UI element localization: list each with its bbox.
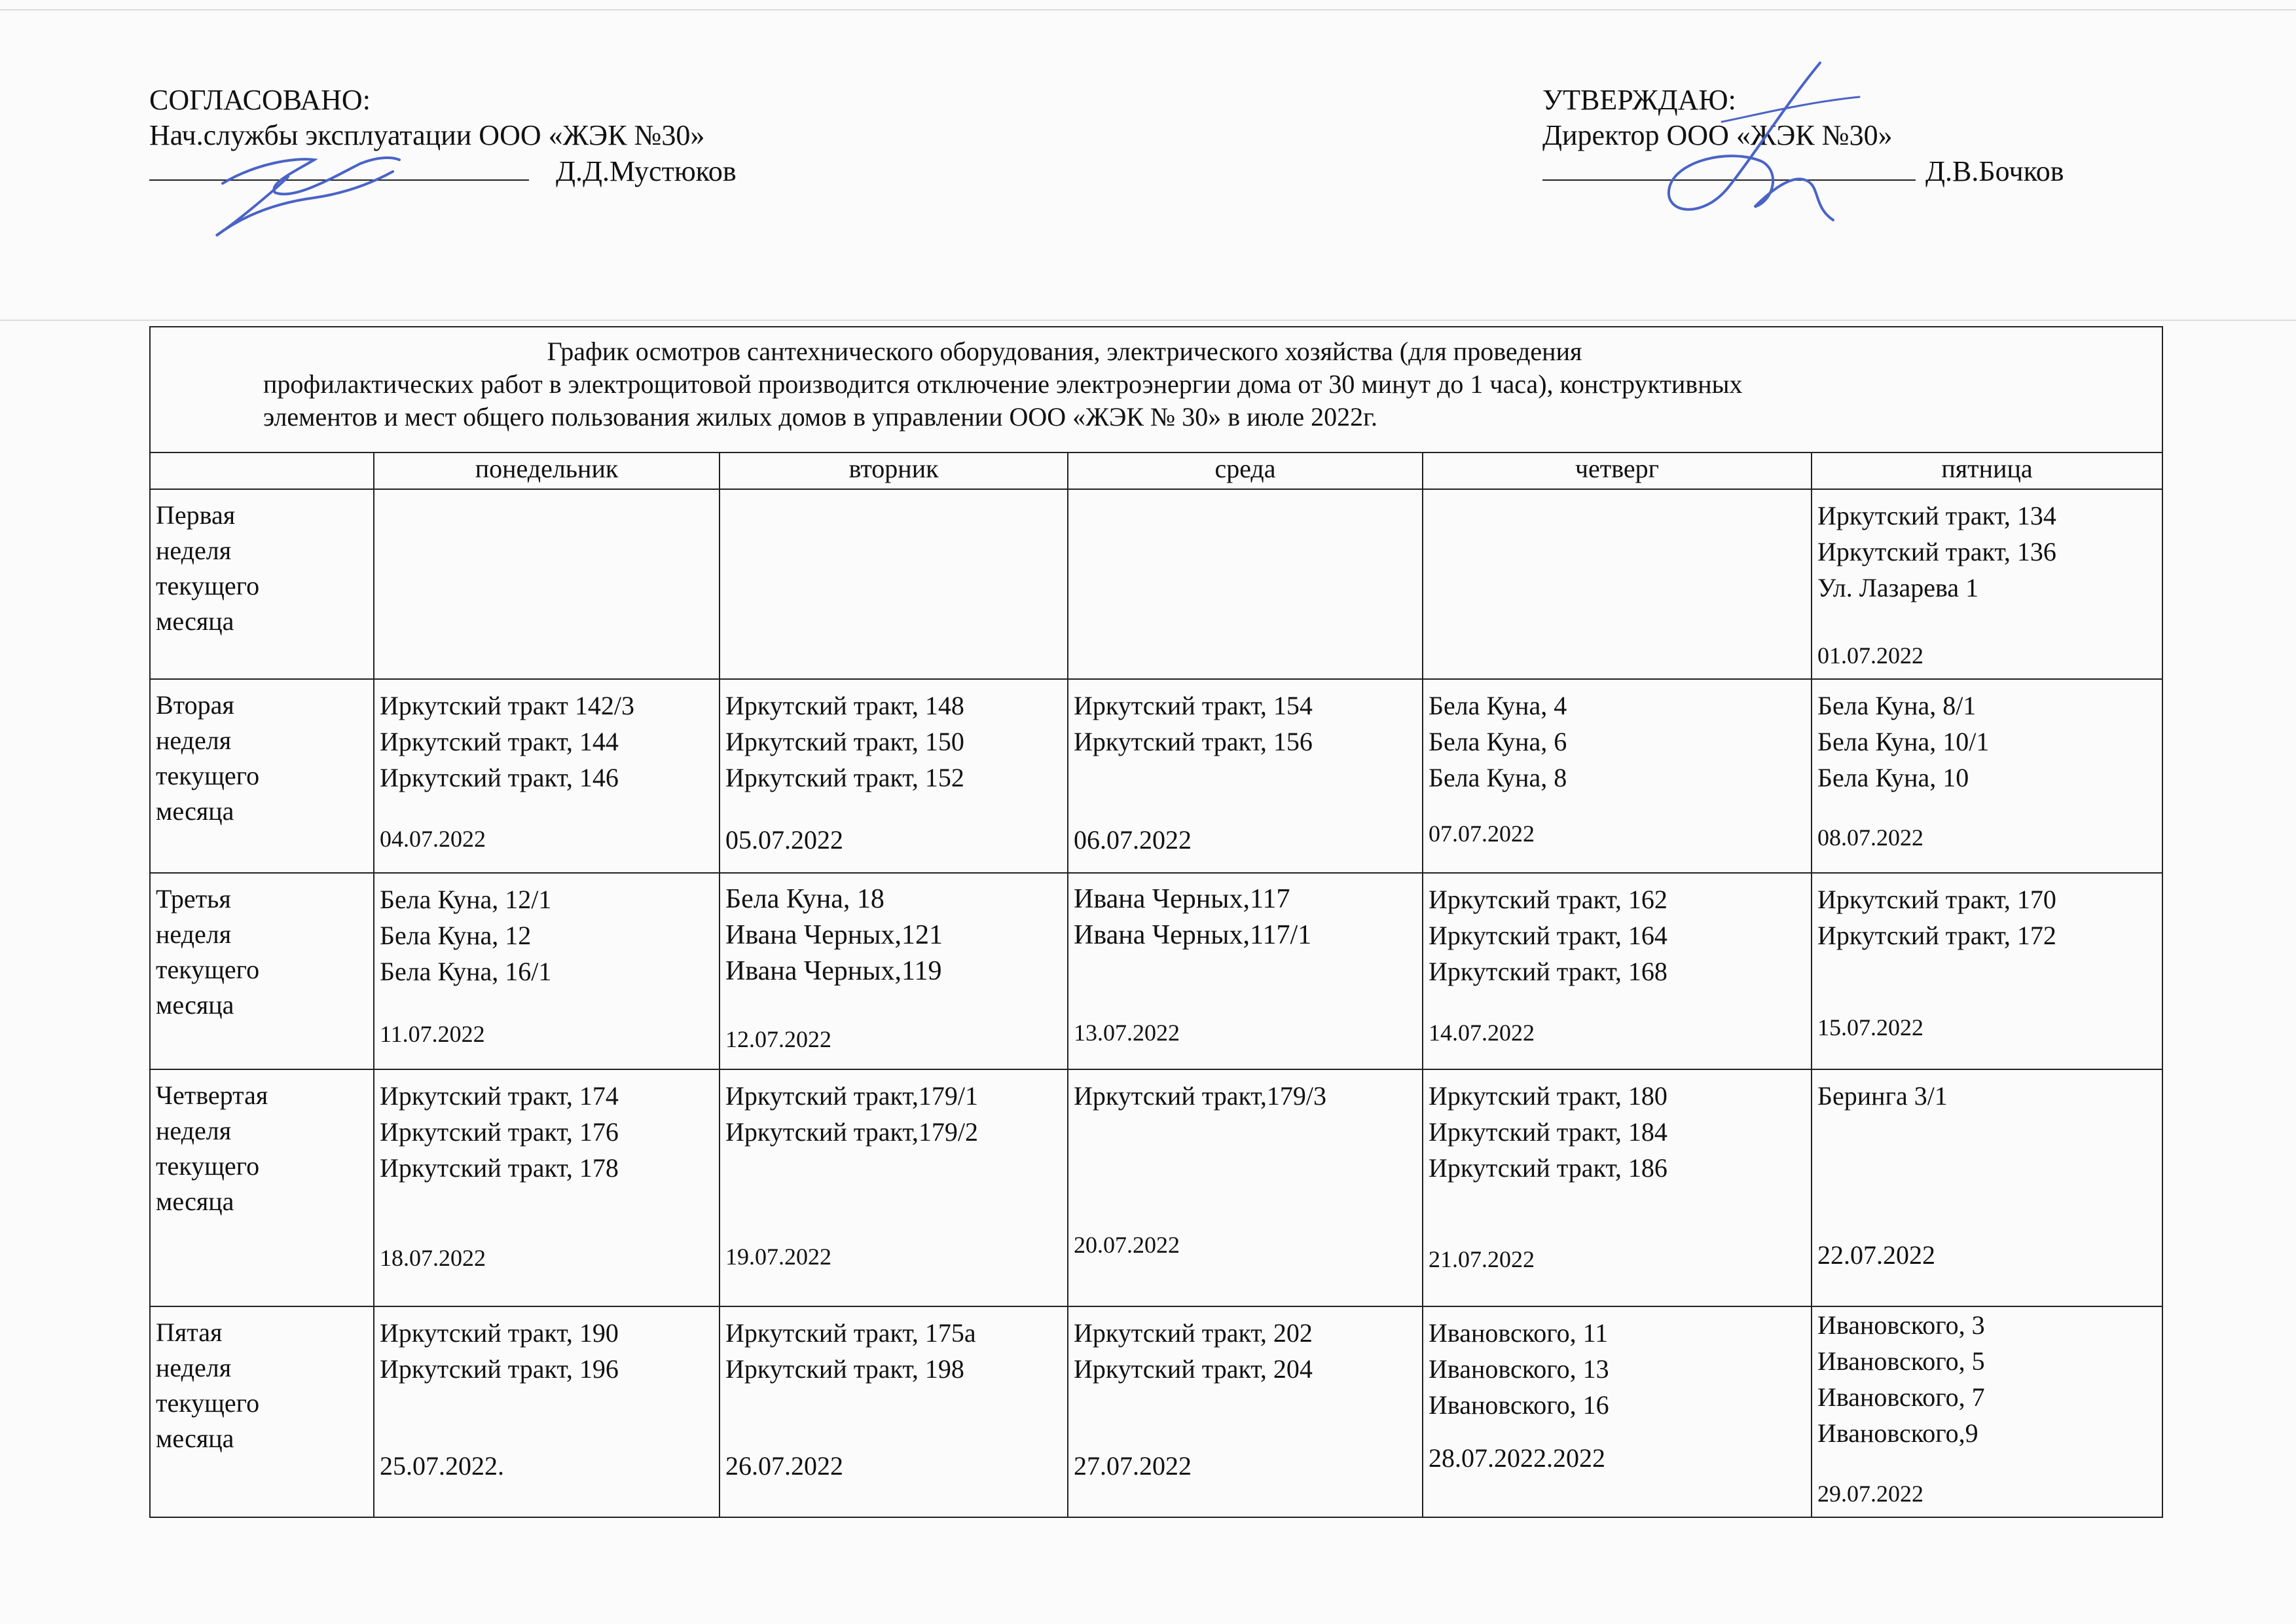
inspection-date: 26.07.2022 bbox=[725, 1451, 843, 1481]
address: Иркутский тракт, 174 bbox=[380, 1081, 619, 1111]
week-label: Пятая неделя текущего месяца bbox=[150, 1306, 374, 1517]
schedule-cell bbox=[1812, 1306, 2162, 1517]
schedule-cell bbox=[1068, 1069, 1423, 1306]
address: Иркутский тракт, 202 bbox=[1074, 1318, 1313, 1348]
inspection-date: 15.07.2022 bbox=[1817, 1014, 1923, 1041]
scan-edge-mid bbox=[0, 320, 2296, 321]
address: Ивана Черных,117 bbox=[1074, 884, 1290, 914]
schedule-cell bbox=[374, 489, 720, 679]
address: Ивана Черных,119 bbox=[725, 956, 942, 986]
address: Иркутский тракт,179/2 bbox=[725, 1117, 978, 1147]
schedule-cell bbox=[1423, 489, 1812, 679]
schedule-cell bbox=[1068, 1306, 1423, 1517]
inspection-date: 14.07.2022 bbox=[1429, 1020, 1535, 1046]
address: Иркутский тракт, 180 bbox=[1429, 1081, 1667, 1111]
schedule-cell bbox=[1812, 873, 2162, 1069]
inspection-date: 11.07.2022 bbox=[380, 1021, 485, 1047]
address: Ивана Черных,117/1 bbox=[1074, 920, 1312, 950]
approval-left-label: СОГЛАСОВАНО: bbox=[149, 84, 371, 116]
inspection-date: 08.07.2022 bbox=[1817, 824, 1923, 851]
inspection-date: 29.07.2022 bbox=[1817, 1481, 1923, 1507]
table-title bbox=[150, 327, 2162, 452]
address: Иркутский тракт, 198 bbox=[725, 1354, 964, 1384]
address: Бела Куна, 6 bbox=[1429, 727, 1567, 756]
address: Бела Куна, 4 bbox=[1429, 691, 1567, 720]
address: Бела Куна, 8 bbox=[1429, 763, 1567, 792]
approval-left-name: Д.Д.Мустюков bbox=[556, 155, 737, 187]
day-header-row bbox=[150, 452, 2162, 489]
approval-right-position: Директор ООО «ЖЭК №30» bbox=[1542, 119, 1893, 151]
address: Иркутский тракт, 196 bbox=[380, 1354, 619, 1384]
inspection-date: 13.07.2022 bbox=[1074, 1020, 1180, 1046]
address: Ивана Черных,121 bbox=[725, 920, 943, 950]
inspection-date: 18.07.2022 bbox=[380, 1245, 486, 1271]
inspection-date: 04.07.2022 bbox=[380, 826, 486, 852]
schedule-cell bbox=[374, 1306, 720, 1517]
schedule-cell bbox=[720, 1306, 1068, 1517]
address: Иркутский тракт, 152 bbox=[725, 763, 964, 792]
inspection-date: 22.07.2022 bbox=[1817, 1240, 1935, 1270]
schedule-cell bbox=[1812, 1069, 2162, 1306]
inspection-date: 19.07.2022 bbox=[725, 1244, 831, 1270]
address: Бела Куна, 10/1 bbox=[1817, 727, 1990, 756]
address: Иркутский тракт, 184 bbox=[1429, 1117, 1667, 1147]
schedule-cell bbox=[1423, 1069, 1812, 1306]
approval-left-position: Нач.службы эксплуатации ООО «ЖЭК №30» bbox=[149, 119, 705, 151]
title-line-1: График осмотров сантехнического оборудования, электрического хозяйства (для проведения bbox=[547, 337, 1582, 366]
address: Ивановского, 11 bbox=[1429, 1318, 1609, 1348]
address: Бела Куна, 18 bbox=[725, 884, 884, 914]
inspection-date: 12.07.2022 bbox=[725, 1026, 831, 1052]
address: Иркутский тракт, 134 bbox=[1817, 501, 2056, 530]
address: Ивановского, 3 bbox=[1817, 1310, 1985, 1340]
signature-left bbox=[196, 138, 406, 242]
address: Иркутский тракт, 176 bbox=[380, 1117, 619, 1147]
address: Иркутский тракт, 170 bbox=[1817, 885, 2056, 914]
week-row bbox=[150, 1069, 2162, 1306]
schedule-cell bbox=[720, 489, 1068, 679]
address: Иркутский тракт,179/3 bbox=[1074, 1081, 1326, 1111]
approval-right-name: Д.В.Бочков bbox=[1925, 155, 2064, 187]
week-label: Четвертая неделя текущего месяца bbox=[150, 1069, 374, 1306]
inspection-date: 27.07.2022 bbox=[1074, 1451, 1192, 1481]
address: Иркутский тракт, 172 bbox=[1817, 921, 2056, 950]
approval-right-label: УТВЕРЖДАЮ: bbox=[1542, 84, 1736, 116]
week-row bbox=[150, 1306, 2162, 1517]
address: Бела Куна, 8/1 bbox=[1817, 691, 1977, 720]
schedule-cell bbox=[720, 1069, 1068, 1306]
day-header: пятница bbox=[1812, 452, 2162, 489]
schedule-cell bbox=[374, 873, 720, 1069]
week-label: Третья неделя текущего месяца bbox=[150, 873, 374, 1069]
schedule-cell bbox=[1068, 679, 1423, 873]
address: Иркутский тракт, 156 bbox=[1074, 727, 1313, 756]
schedule-table bbox=[149, 326, 2163, 1518]
week-label: Первая неделя текущего месяца bbox=[150, 489, 374, 679]
day-header: четверг bbox=[1423, 452, 1812, 489]
address: Иркутский тракт, 204 bbox=[1074, 1354, 1313, 1384]
address: Ивановского, 7 bbox=[1817, 1382, 1985, 1412]
address: Иркутский тракт, 164 bbox=[1429, 921, 1667, 950]
schedule-cell bbox=[1812, 679, 2162, 873]
inspection-date: 28.07.2022.2022 bbox=[1429, 1443, 1605, 1473]
address: Иркутский тракт, 154 bbox=[1074, 691, 1313, 720]
address: Бела Куна, 16/1 bbox=[380, 957, 552, 986]
signature-right bbox=[1624, 56, 1872, 227]
schedule-cell bbox=[1812, 489, 2162, 679]
address: Иркутский тракт, 186 bbox=[1429, 1153, 1667, 1183]
day-header: понедельник bbox=[374, 452, 720, 489]
schedule-cell bbox=[1068, 873, 1423, 1069]
schedule-cell bbox=[720, 679, 1068, 873]
schedule-cell bbox=[1423, 679, 1812, 873]
address: Бела Куна, 10 bbox=[1817, 763, 1969, 792]
address: Иркутский тракт, 178 bbox=[380, 1153, 619, 1183]
week-row bbox=[150, 489, 2162, 679]
address: Иркутский тракт, 144 bbox=[380, 727, 619, 756]
inspection-date: 06.07.2022 bbox=[1074, 825, 1192, 855]
schedule-cell bbox=[1423, 873, 1812, 1069]
address: Ивановского, 16 bbox=[1429, 1390, 1609, 1420]
inspection-date: 20.07.2022 bbox=[1074, 1232, 1180, 1258]
address: Иркутский тракт, 148 bbox=[725, 691, 964, 720]
address: Иркутский тракт,179/1 bbox=[725, 1081, 978, 1111]
address: Иркутский тракт, 136 bbox=[1817, 537, 2056, 566]
inspection-date: 05.07.2022 bbox=[725, 825, 843, 855]
address: Иркутский тракт, 190 bbox=[380, 1318, 619, 1348]
address: Бела Куна, 12 bbox=[380, 921, 532, 950]
address: Иркутский тракт, 175а bbox=[725, 1318, 976, 1348]
inspection-date: 21.07.2022 bbox=[1429, 1246, 1535, 1272]
schedule-cell bbox=[1423, 1306, 1812, 1517]
week-label: Вторая неделя текущего месяца bbox=[150, 679, 374, 873]
address: Иркутский тракт, 162 bbox=[1429, 885, 1667, 914]
corner-cell bbox=[150, 452, 374, 489]
address: Беринга 3/1 bbox=[1817, 1081, 1948, 1111]
title-line-2: профилактических работ в электрощитовой производится отключение электроэнергии дома от 30 минут до 1 часа), конструктивных bbox=[263, 369, 1743, 399]
inspection-date: 01.07.2022 bbox=[1817, 642, 1923, 669]
day-header: вторник bbox=[720, 452, 1068, 489]
address: Иркутский тракт, 168 bbox=[1429, 957, 1667, 986]
address: Ивановского,9 bbox=[1817, 1418, 1978, 1448]
scan-edge-top bbox=[0, 9, 2296, 10]
schedule-cell bbox=[374, 679, 720, 873]
inspection-date: 25.07.2022. bbox=[380, 1451, 504, 1481]
address: Ивановского, 13 bbox=[1429, 1354, 1609, 1384]
address: Ивановского, 5 bbox=[1817, 1346, 1985, 1376]
title-line-3: элементов и мест общего пользования жилых домов в управлении ООО «ЖЭК № 30» в июле 2022г. bbox=[263, 402, 1378, 432]
week-row bbox=[150, 679, 2162, 873]
schedule-cell bbox=[720, 873, 1068, 1069]
day-header: среда bbox=[1068, 452, 1423, 489]
schedule-cell bbox=[374, 1069, 720, 1306]
inspection-date: 07.07.2022 bbox=[1429, 821, 1535, 847]
address: Иркутский тракт, 150 bbox=[725, 727, 964, 756]
address: Ул. Лазарева 1 bbox=[1817, 573, 1979, 602]
schedule-cell bbox=[1068, 489, 1423, 679]
week-row bbox=[150, 873, 2162, 1069]
address: Иркутский тракт, 146 bbox=[380, 763, 619, 792]
address: Иркутский тракт 142/3 bbox=[380, 691, 634, 720]
address: Бела Куна, 12/1 bbox=[380, 885, 552, 914]
